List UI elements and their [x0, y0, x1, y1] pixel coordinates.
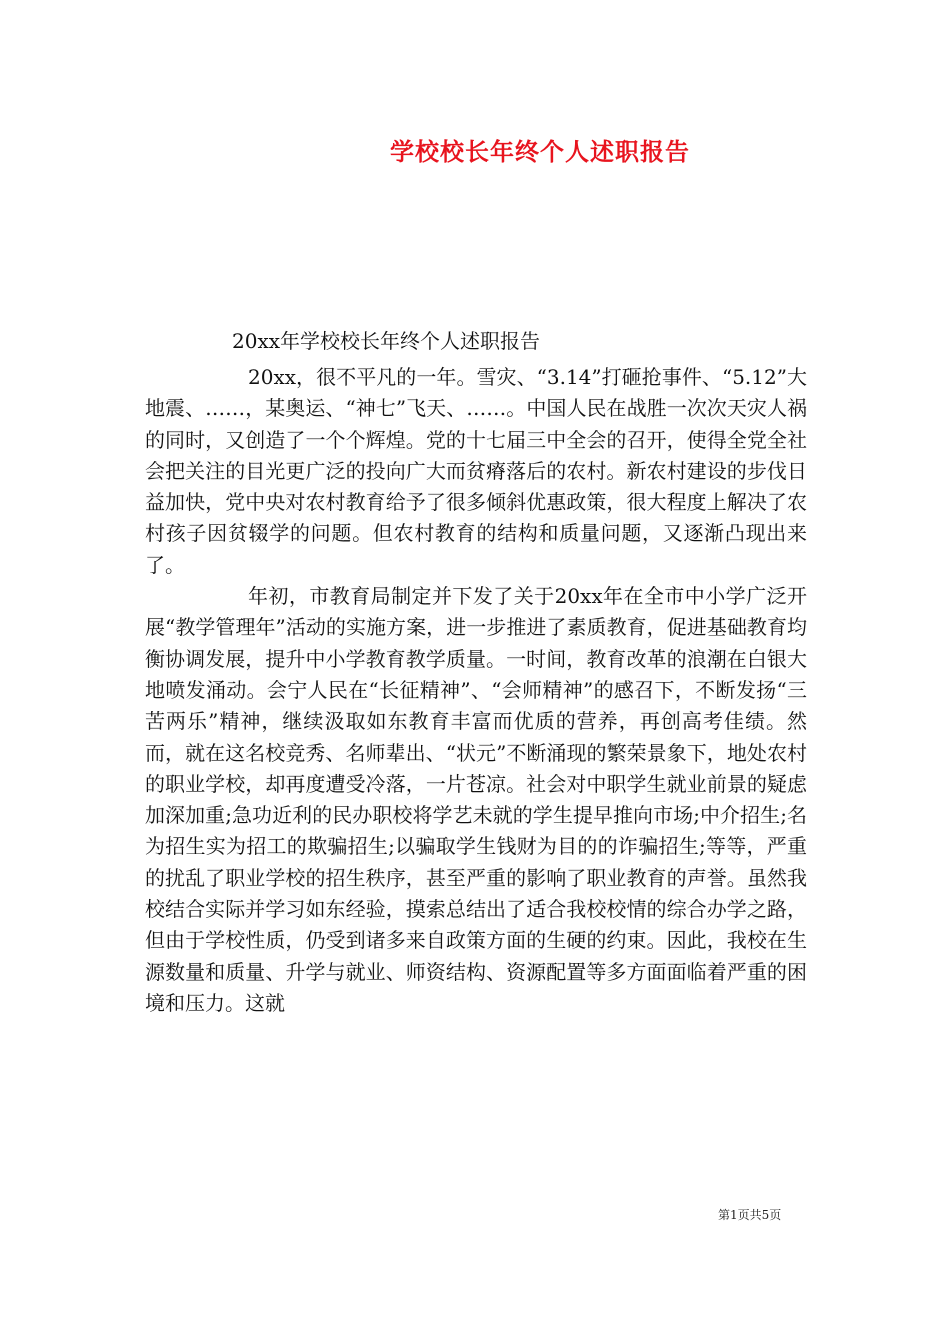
- paragraph-2: 年初，市教育局制定并下发了关于20xx年在全市中小学广泛开展“教学管理年”活动的实施方案，进一步推进了素质教育，促进基础教育均衡协调发展，提升中小学教育教学质量。一时间，教育改革的浪潮在白银大地喷发涌动。会宁人民在“长征精神”、“会师精神”的感召下，不断发扬“三苦两乐”精神，继续汲取如东教育丰富而优质的营养，再创高考佳绩。然而，就在这名校竞秀、名师辈出、“状元”不断涌现的繁荣景象下，地处农村的职业学校，却再度遭受冷落，一片苍凉。社会对中职学生就业前景的疑虑加深加重;急功近利的民办职校将学艺未就的学生提早推向市场;中介招生;名为招生实为招工的欺骗招生;以骗取学生钱财为目的的诈骗招生;等等，严重的扰乱了职业学校的招生秩序，甚至严重的影响了职业教育的声誉。虽然我校结合实际并学习如东经验，摸索总结出了适合我校校情的综合办学之路，但由于学校性质，仍受到诸多来自政策方面的生硬的约束。因此，我校在生源数量和质量、升学与就业、师资结构、资源配置等多方面面临着严重的困境和压力。这就: [145, 584, 807, 1015]
- document-body: [145, 362, 807, 1019]
- page-title: 学校校长年终个人述职报告: [390, 137, 690, 166]
- document-subtitle: 20xx年学校校长年终个人述职报告: [232, 329, 541, 353]
- paragraph-1: 20xx，很不平凡的一年。雪灾、“3.14”打砸抢事件、“5.12”大地震、……，某奥运、“神七”飞天、……。中国人民在战胜一次次天灾人祸的同时，又创造了一个个辉煌。党的十七届三中全会的召开，使得全党全社会把关注的目光更广泛的投向广大而贫瘠落后的农村。新农村建设的步伐日益加快，党中央对农村教育给予了很多倾斜优惠政策，很大程度上解决了农村孩子因贫辍学的问题。但农村教育的结构和质量问题，又逐渐凸现出来了。: [145, 365, 807, 577]
- page-footer: 第1页共5页: [718, 1208, 782, 1222]
